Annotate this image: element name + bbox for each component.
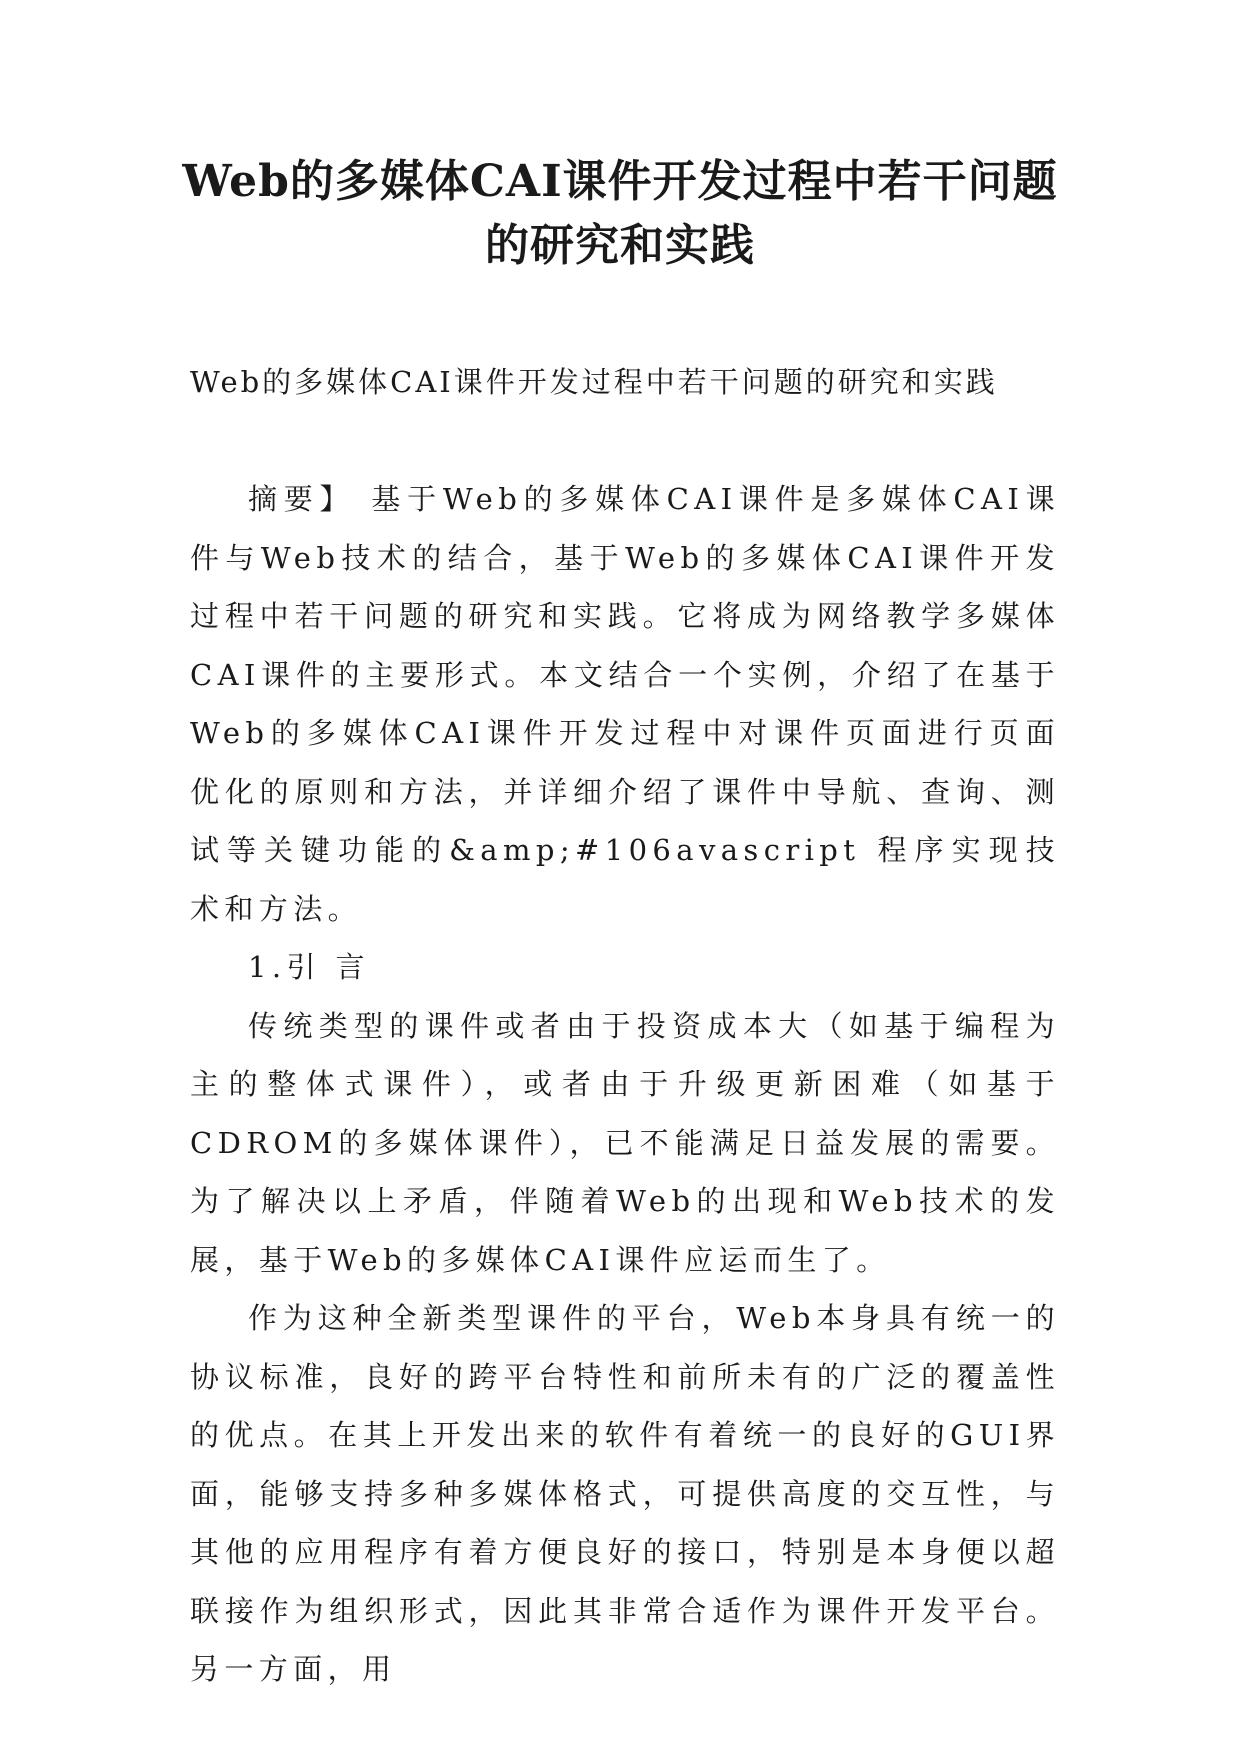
document-body [190,470,1060,1699]
section-heading-introduction: 1.引 言 [248,950,370,984]
body-paragraph: 传统类型的课件或者由于投资成本大（如基于编程为主的整体式课件），或者由于升级更新困难（如基于CDROM的多媒体课件），已不能满足日益发展的需要。为了解决以上矛盾，伴随着Web的出现和Web技术的发展，基于Web的多媒体CAI课件应运而生了。 [190,1008,1060,1277]
document-subtitle: Web的多媒体CAI课件开发过程中若干问题的研究和实践 [190,365,998,399]
document-title: Web的多媒体CAI课件开发过程中若干问题的研究和实践 [182,156,1058,271]
body-paragraph: 作为这种全新类型课件的平台，Web本身具有统一的协议标准，良好的跨平台特性和前所未有的广泛的覆盖性的优点。在其上开发出来的软件有着统一的良好的GUI界面，能够支持多种多媒体格式，可提供高度的交互性，与其他的应用程序有着方便良好的接口，特别是本身便以超联接作为组织形式，因此其非常合适作为课件开发平台。另一方面，用 [190,1301,1060,1686]
abstract-paragraph: 摘要】 基于Web的多媒体CAI课件是多媒体CAI课件与Web技术的结合，基于Web的多媒体CAI课件开发过程中若干问题的研究和实践。它将成为网络教学多媒体CAI课件的主要形式。本文结合一个实例，介绍了在基于Web的多媒体CAI课件开发过程中对课件页面进行页面优化的原则和方法，并详细介绍了课件中导航、查询、测试等关键功能的&amp;#106avascript 程序实现技术和方法。 [190,482,1060,926]
